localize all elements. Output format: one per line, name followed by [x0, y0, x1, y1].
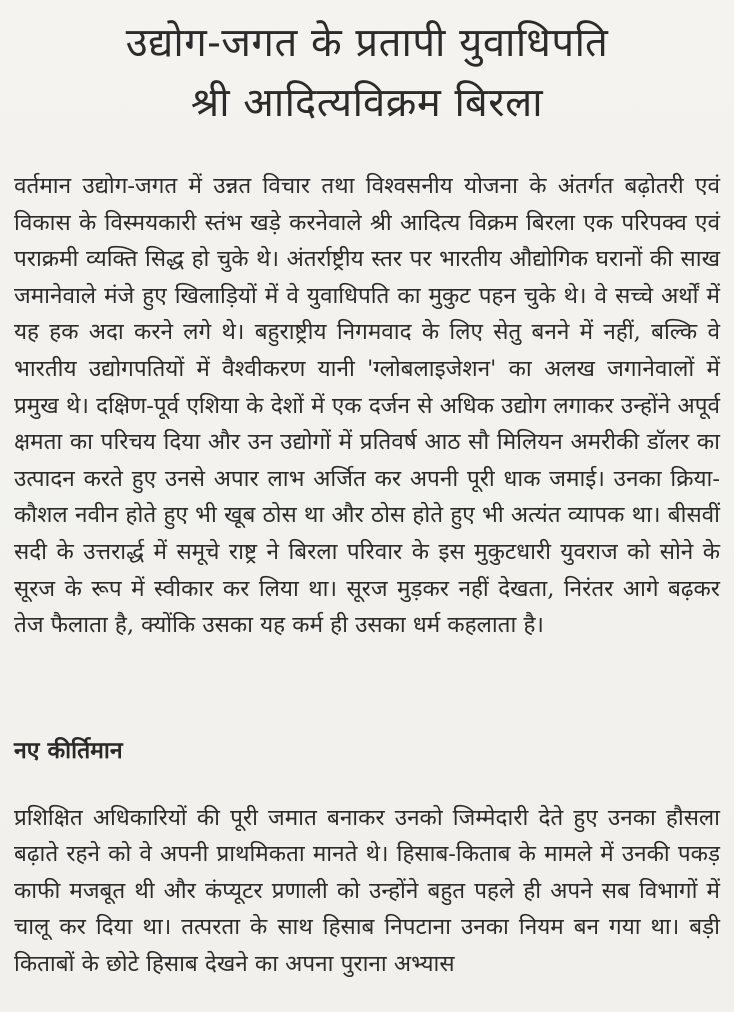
paragraph-records: प्रशिक्षित अधिकारियों की पूरी जमात बनाकर उनको जिम्मेदारी देते हुए उनका हौसला बढ़ाते रहने को वे अपनी प्राथमिकता मानते थे। हिसाब-किताब के मामले में उनकी पकड़ काफी मजबूत थी और कंप्यूटर प्रणाली को उन्होंने बहुत पहले ही अपने सब विभागों में चालू कर दिया था। तत्परता के साथ हिसाब निपटाना उनका नियम बन गया था। बड़ी किताबों के छोटे हिसाब देखने का अपना पुराना अभ्यास — [14, 805, 720, 977]
page-title-line-2: श्री आदित्यविक्रम बिरला — [190, 80, 544, 126]
paragraph-intro: वर्तमान उद्योग-जगत में उन्नत विचार तथा विश्वसनीय योजना के अंतर्गत बढ़ोतरी एवं विकास के विस्मयकारी स्तंभ खड़े करनेवाले श्री आदित्य विक्रम बिरला एक परिपक्व एवं पराक्रमी व्यक्ति सिद्ध हो चुके थे। अंतर्राष्ट्रीय स्तर पर भारतीय औद्योगिक घरानों की साख जमानेवाले मंजे हुए खिलाड़ियों में वे युवाधिपति का मुकुट पहन चुके थे। वे सच्चे अर्थों में यह हक अदा करने लगे थे। बहुराष्ट्रीय निगमवाद के लिए सेतु बनने में नहीं, बल्कि वे भारतीय उद्योगपतियों में वैश्वीकरण यानी 'ग्लोबलाइजेशन' का अलख जगानेवालों में प्रमुख थे। दक्षिण-पूर्व एशिया के देशों में एक दर्जन से अधिक उद्योग लगाकर उन्होंने अपूर्व क्षमता का परिचय दिया और उन उद्योगों में प्रतिवर्ष आठ सौ मिलियन अमरीकी डॉलर का उत्पादन करते हुए उनसे अपार लाभ अर्जित कर अपनी पूरी धाक जमाई। उनका क्रिया-कौशल नवीन होते हुए भी खूब ठोस था और ठोस होते हुए भी अत्यंत व्यापक था। बीसवीं सदी के उत्तरार्द्ध में समूचे राष्ट्र ने बिरला परिवार के इस मुकुटधारी युवराज को सोने के सूरज के रूप में स्वीकार कर लिया था। सूरज मुड़कर नहीं देखता, निरंतर आगे बढ़कर तेज फैलाता है, क्योंकि उसका यह कर्म ही उसका धर्म कहलाता है। — [14, 173, 720, 639]
page-title-line-1: उद्योग-जगत के प्रतापी युवाधिपति — [125, 20, 609, 66]
section-heading: नए कीर्तिमान — [14, 737, 123, 764]
